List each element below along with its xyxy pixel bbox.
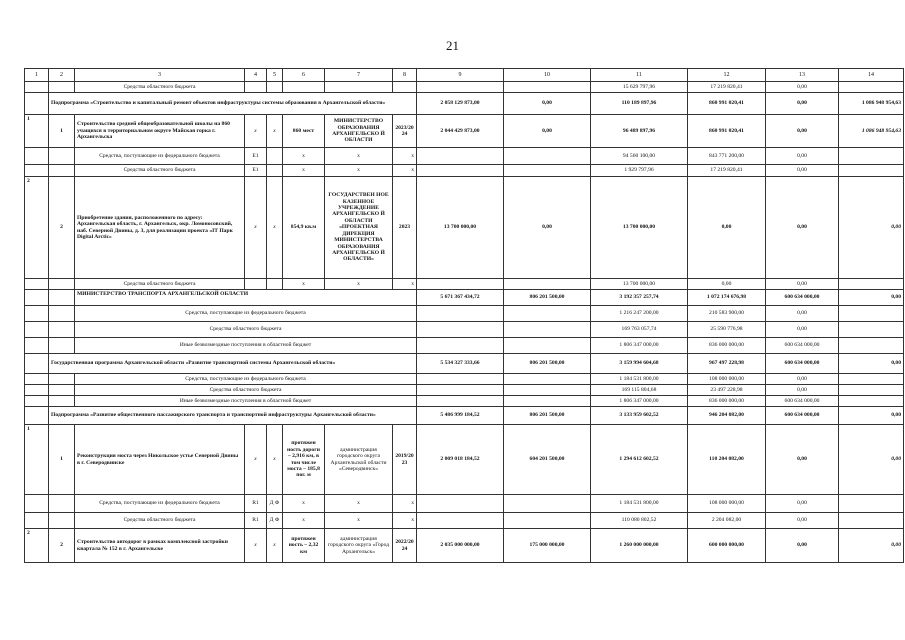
table-row: Средства, поступающие из федерального бюджета 1 184 531 800,00 108 000 000,00 0,00 [25,374,904,385]
executor: ГОСУДАРСТВЕН НОЕ КАЗЕННОЕ УЧРЕЖДЕНИЕ АРХАНГЕЛЬСКО Й ОБЛАСТИ «ПРОЕКТНАЯ ДИРЕКЦИЯ МИНИСТЕРСТВА ОБРАЗОВАНИЯ АРХАНГЕЛЬСКО Й ОБЛАСТИ» [325,177,393,279]
cell-c11: 15 629 797,96 [591,82,688,93]
table-row [25,82,904,93]
col-num: 13 [766,69,839,82]
project-title: Приобретение здания, расположенного по адресу: Архангельская область, г. Архангельск, окр. Ломоносовский, наб. Северной Двины, д. 3, для реализации проекта «IT Парк Digital Arctic» [75,177,245,279]
col-num: 1 [25,69,49,82]
cell-c9: 2 058 129 873,00 [417,93,504,115]
col-num: 3 [75,69,245,82]
col-num: 9 [417,69,504,82]
row-label: Средства областного бюджета [75,82,245,93]
table-row: Средства областного бюджета R1 Д Ф x x x 110 080 802,52 2 204 082,00 0,00 [25,513,904,529]
col-num: 14 [839,69,904,82]
cell-c12: 17 219 820,41 [688,82,766,93]
project-title: Строительство средней общеобразовательной школы на 860 учащихся в территориальном округе Майская горка г. Архангельска [75,115,245,148]
table-row: Средства, поступающие из федерального бюджета R1 Д Ф x x x 1 184 531 800,00 108 000 000,00 0,00 [25,495,904,513]
cell-c13: 0,00 [766,82,839,93]
table-row: Средства областного бюджета 169 115 804,68 23 497 228,98 0,00 [25,385,904,396]
col-num: 2 [49,69,75,82]
project-number: 1 [49,425,75,495]
col-num: 4 [245,69,267,82]
project-index: 1 [25,425,49,495]
project-title: Реконструкция моста через Никольское устье Северной Двины в г. Северодвинске [75,425,245,495]
program-title: Государственная программа Архангельской области «Развитие транспортной системы Архангельской области» [49,354,417,374]
project-number: 2 [49,529,75,563]
page-number: 21 [446,38,459,53]
col-num: 6 [283,69,325,82]
subprogram-title: Подпрограмма «Развитие общественного пассажирского транспорта и транспортной инфраструктуры Архангельской области» [49,407,417,425]
ministry-title: МИНИСТЕРСТВО ТРАНСПОРТА АРХАНГЕЛЬСКОЙ ОБЛАСТИ [75,290,417,306]
cell-c11: 110 189 897,96 [591,93,688,115]
subprogram-title: Подпрограмма «Строительство и капитальный ремонт объектов инфраструктуры системы образования в Архангельской области» [49,93,417,115]
col-num: 5 [267,69,283,82]
project-index: 2 [25,177,49,279]
project-number: 1 [49,115,75,148]
cell-c13: 0,00 [766,93,839,115]
project-index: 1 [25,115,49,148]
budget-table [24,68,904,563]
col-num: 10 [504,69,591,82]
col-num: 11 [591,69,688,82]
table-row: Подпрограмма «Развитие общественного пассажирского транспорта и транспортной инфраструктуры Архангельской области» 5 486 999 184,52 806 201 500,00 3 133 959 602,52 946 204 082,00 600 634 000,00 0,00 [25,407,904,425]
table-row: Средства, поступающие из федерального бюджета E1 x x x 94 560 100,00 843 771 200,00 0,00 [25,148,904,165]
cell-c10: 0,00 [504,93,591,115]
table-row: 1 1 Реконструкция моста через Никольское устье Северной Двины в г. Северодвинске x x протяжен ность дороги – 2,916 км, в том числе моста – 185,8 пог. м администрация городского округа Архангельской области «Северодвинск» 2019/20 23 2 009 018 184,52 604 201 500,00 1 294 612 602,52 110 204 082,00 0,00 0,00 [25,425,904,495]
col-num: 8 [393,69,417,82]
col-num: 12 [688,69,766,82]
table-row: Иные безвозмездные поступления в областной бюджет 1 806 347 000,00 836 000 000,00 600 634 000,00 [25,396,904,407]
table-row: Иные безвозмездные поступления в областной бюджет 1 806 347 000,00 836 000 000,00 600 634 000,00 [25,338,904,354]
table-row: Средства областного бюджета 169 763 057,74 25 590 776,98 0,00 [25,322,904,338]
table-row: Государственная программа Архангельской области «Развитие транспортной системы Архангельской области» 5 534 327 333,66 806 201 500,00 3 159 994 604,68 967 497 228,98 600 634 000,00 0,00 [25,354,904,374]
table-row: Средства областного бюджета E1 x x x 1 929 797,96 17 219 820,41 0,00 [25,165,904,177]
table-row: МИНИСТЕРСТВО ТРАНСПОРТА АРХАНГЕЛЬСКОЙ ОБЛАСТИ 5 671 367 434,72 806 201 500,00 3 192 357 257,74 1 072 174 676,98 600 634 000,00 0,00 [25,290,904,306]
cell-c12: 860 991 020,41 [688,93,766,115]
project-index: 2 [25,529,49,563]
table-row: 2 2 Строительство автодорог в рамках комплексной застройки квартала № 152 в г. Архангельске x x протяжен ность – 2,32 км администрация городского округа «Город Архангельск» 2022/20 24 2 035 000 000,00 175 000 000,00 1 260 000 000,00 600 000 000,00 0,00 0,00 [25,529,904,563]
table-row: 2 2 Приобретение здания, расположенного по адресу: Архангельская область, г. Архангельск, окр. Ломоносовский, наб. Северной Двины, д. 3, для реализации проекта «IT Парк Digital Arctic» x x 854,9 кв.м ГОСУДАРСТВЕН НОЕ КАЗЕННОЕ УЧРЕЖДЕНИЕ АРХАНГЕЛЬСКО Й ОБЛАСТИ «ПРОЕКТНАЯ ДИРЕКЦИЯ МИНИСТЕРСТВА ОБРАЗОВАНИЯ АРХАНГЕЛЬСКО Й ОБЛАСТИ» 2023 13 700 000,00 0,00 13 700 000,00 0,00 0,00 0,00 [25,177,904,279]
column-number-header [25,69,904,82]
table-row: 1 1 Строительство средней общеобразовательной школы на 860 учащихся в территориальном округе Майская горка г. Архангельска x x 860 мест МИНИСТЕРСТВО ОБРАЗОВАНИЯ АРХАНГЕЛЬСКО Й ОБЛАСТИ 2023/20 24 2 044 429 873,00 0,00 96 489 897,96 860 991 020,41 0,00 1 086 948 954,63 [25,115,904,148]
col-num: 7 [325,69,393,82]
executor: МИНИСТЕРСТВО ОБРАЗОВАНИЯ АРХАНГЕЛЬСКО Й ОБЛАСТИ [325,115,393,148]
table-row: Средства областного бюджета x x x 13 700 000,00 0,00 0,00 [25,279,904,290]
project-title: Строительство автодорог в рамках комплексной застройки квартала № 152 в г. Архангельске [75,529,245,563]
project-number: 2 [49,177,75,279]
executor: администрация городского округа Архангельской области «Северодвинск» [325,425,393,495]
executor: администрация городского округа «Город Архангельск» [325,529,393,563]
table-row [25,93,904,115]
cell-c14: 1 086 948 954,63 [839,93,904,115]
table-row: Средства, поступающие из федерального бюджета 1 216 247 200,00 210 583 900,00 0,00 [25,306,904,322]
